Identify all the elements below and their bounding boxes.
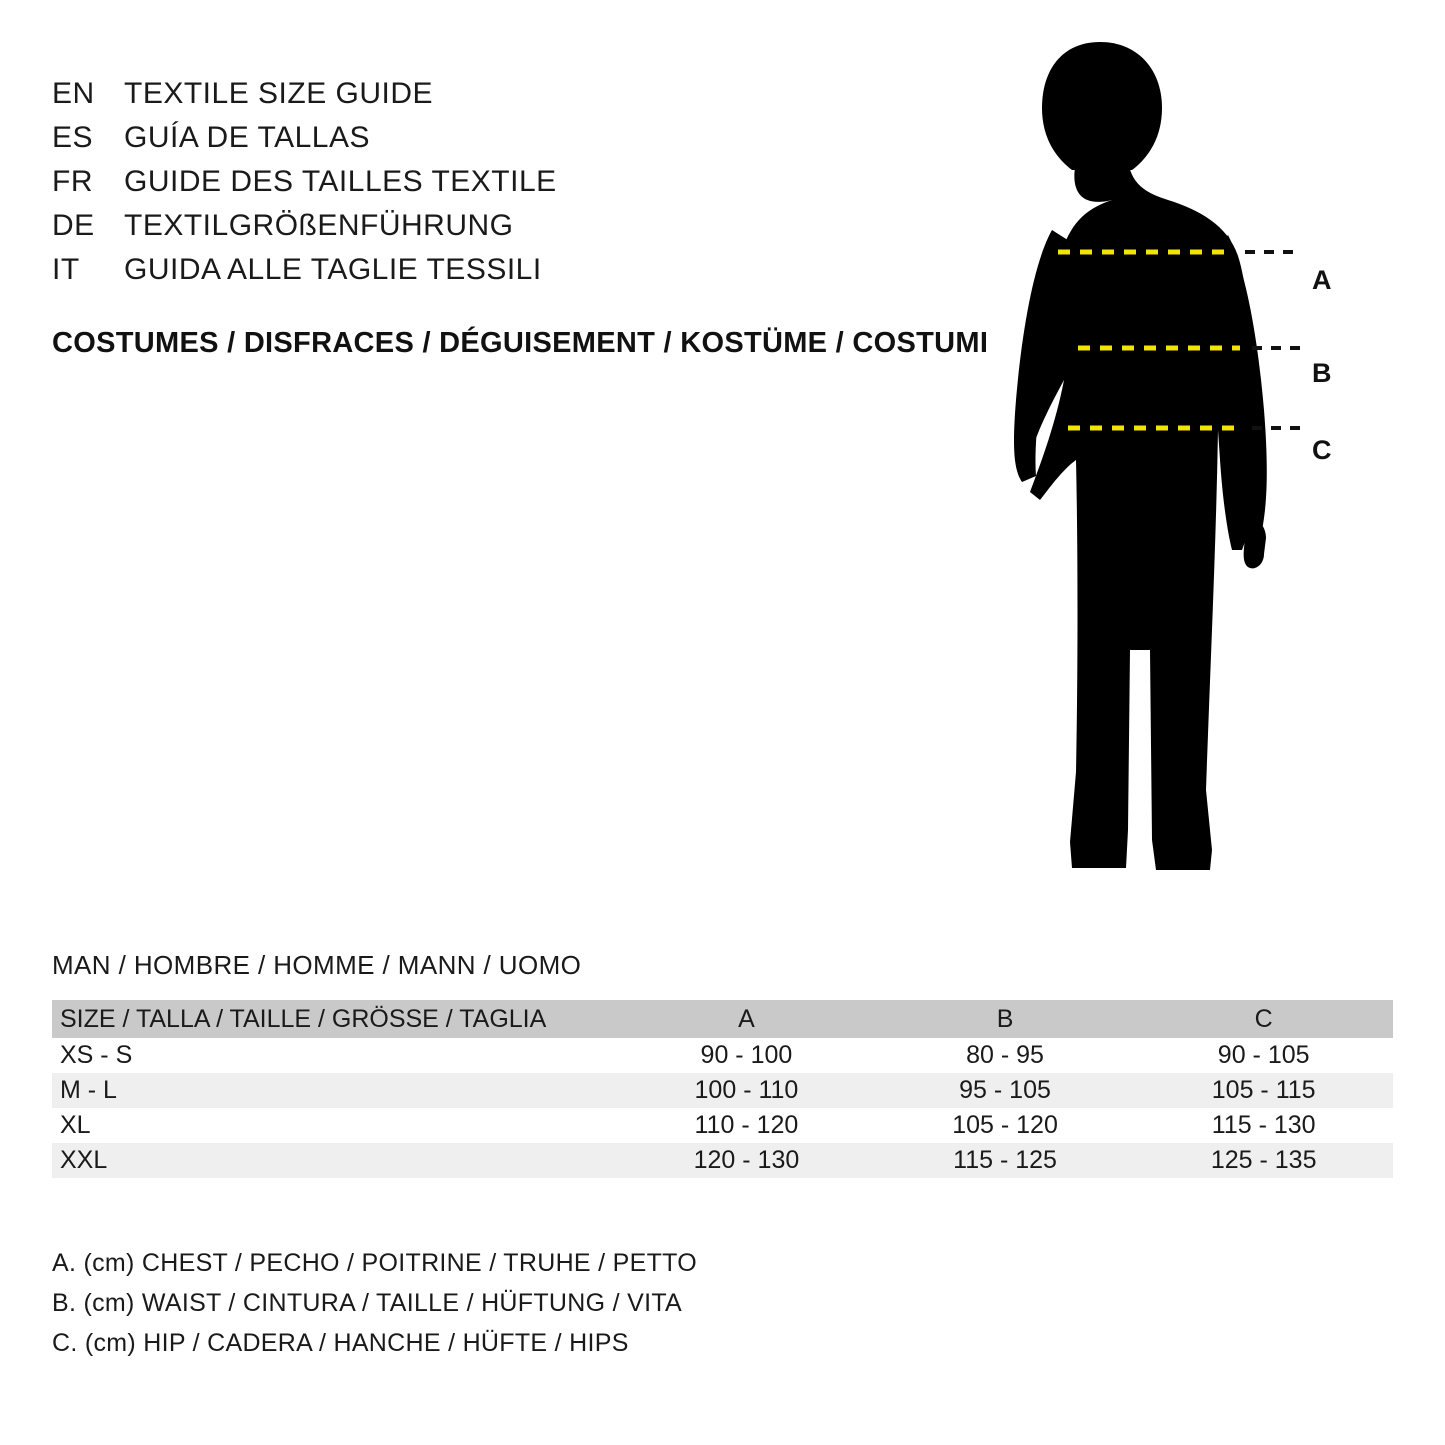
- measure-label-c: C: [1312, 435, 1332, 465]
- body-measurement-figure: [960, 30, 1380, 910]
- table-cell-b: 95 - 105: [959, 1076, 1051, 1104]
- page-title: COSTUMES / DISFRACES / DÉGUISEMENT / KOSTÜME / COSTUMI: [52, 327, 989, 359]
- table-cell-c: 115 - 130: [1211, 1111, 1316, 1139]
- language-code-en: EN: [52, 77, 95, 110]
- table-row: [52, 1108, 1393, 1143]
- table-header-b: B: [996, 1004, 1014, 1033]
- table-cell-c: 90 - 105: [1217, 1041, 1310, 1069]
- table-header-a: A: [738, 1004, 755, 1033]
- language-code-fr: FR: [52, 165, 93, 198]
- table-row: [52, 1038, 1393, 1073]
- language-code-it: IT: [52, 253, 80, 286]
- language-row-fr: [52, 160, 557, 204]
- table-cell-size: XXL: [60, 1146, 108, 1174]
- table-cell-a: 120 - 130: [693, 1146, 800, 1174]
- language-row-es: [52, 116, 557, 160]
- language-text-fr: GUIDE DES TAILLES TEXTILE: [124, 165, 557, 198]
- language-text-en: TEXTILE SIZE GUIDE: [124, 77, 434, 110]
- language-row-de: [52, 204, 557, 248]
- language-row-en: [52, 72, 557, 116]
- legend-line-a: A. (cm) CHEST / PECHO / POITRINE / TRUHE / PETTO: [52, 1249, 698, 1277]
- table-cell-size: XS - S: [60, 1041, 133, 1069]
- language-text-de: TEXTILGRÖßENFÜHRUNG: [124, 209, 514, 242]
- language-text-it: GUIDA ALLE TAGLIE TESSILI: [124, 253, 542, 286]
- table-cell-c: 125 - 135: [1210, 1146, 1317, 1174]
- table-row: [52, 1143, 1393, 1178]
- legend-line-c: C. (cm) HIP / CADERA / HANCHE / HÜFTE / HIPS: [52, 1329, 629, 1357]
- table-cell-a: 100 - 110: [694, 1076, 799, 1104]
- table-cell-a: 110 - 120: [694, 1111, 799, 1139]
- table-header-row: [52, 1000, 1393, 1038]
- language-text-es: GUÍA DE TALLAS: [124, 121, 370, 154]
- table-body: [52, 1038, 1393, 1178]
- size-table: [52, 1000, 1393, 1178]
- table-cell-c: 105 - 115: [1211, 1076, 1316, 1104]
- table-cell-size: XL: [60, 1111, 91, 1139]
- language-row-it: [52, 248, 557, 292]
- table-cell-b: 80 - 95: [966, 1041, 1044, 1069]
- language-code-de: DE: [52, 209, 95, 242]
- measure-label-b: B: [1312, 358, 1332, 388]
- measure-label-a: A: [1312, 265, 1332, 295]
- table-caption: MAN / HOMBRE / HOMME / MANN / UOMO: [52, 950, 582, 980]
- language-list: [52, 72, 557, 292]
- table-header-size: SIZE / TALLA / TAILLE / GRÖSSE / TAGLIA: [60, 1004, 547, 1033]
- table-row: [52, 1073, 1393, 1108]
- legend-line-b: B. (cm) WAIST / CINTURA / TAILLE / HÜFTUNG / VITA: [52, 1289, 683, 1317]
- table-header: [52, 1000, 1393, 1038]
- table-header-c: C: [1254, 1004, 1273, 1033]
- table-cell-b: 105 - 120: [952, 1111, 1058, 1139]
- male-silhouette-icon: [960, 30, 1380, 910]
- language-code-es: ES: [52, 121, 94, 154]
- table-cell-size: M - L: [60, 1076, 117, 1104]
- measurement-legend: [52, 1243, 697, 1363]
- table-cell-b: 115 - 125: [953, 1146, 1057, 1174]
- table-cell-a: 90 - 100: [700, 1041, 793, 1069]
